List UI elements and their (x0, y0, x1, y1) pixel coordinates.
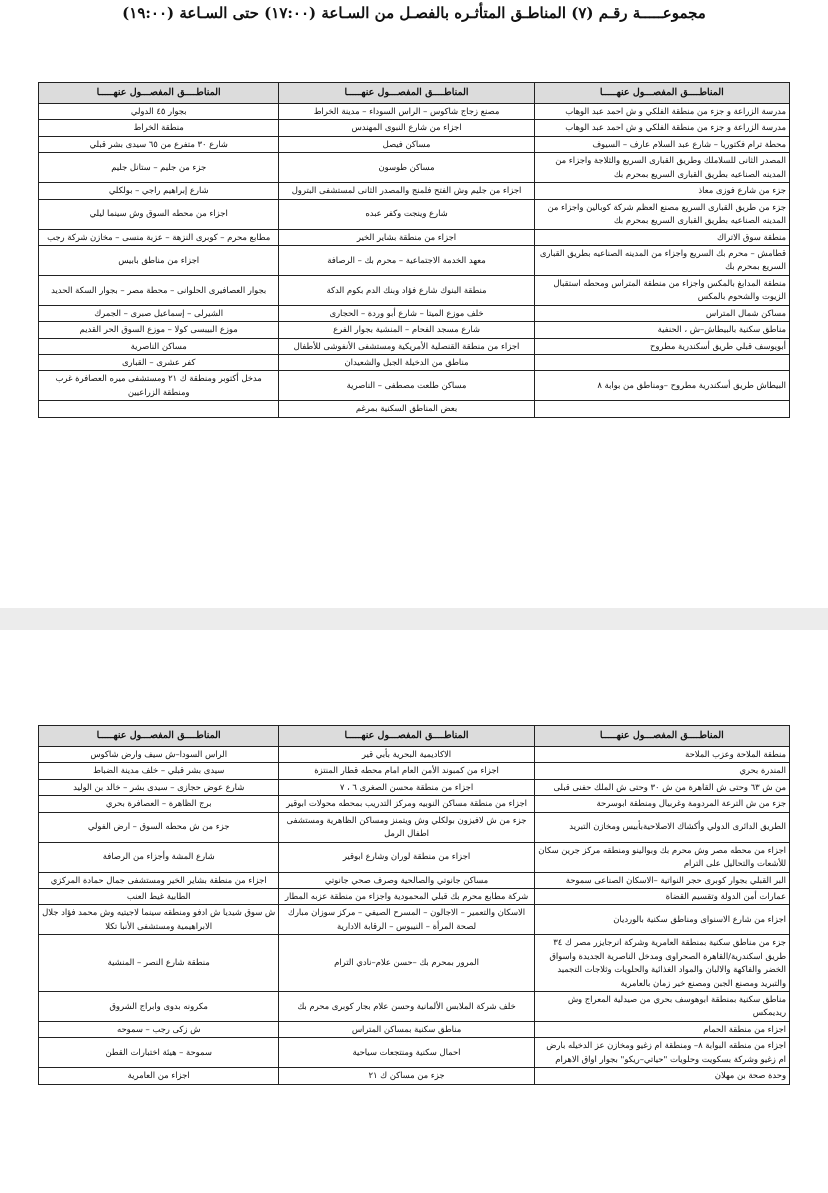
table-cell: شارع عوض حجازى – سيدى بشر – خالد بن الوليد (39, 779, 279, 795)
table-header-row (39, 726, 790, 747)
table-cell: شارع المشة وأجزاء من الرصافة (39, 842, 279, 872)
table-cell: اجزاء من منطقة بشاير الخير (279, 229, 534, 245)
table-cell: المصدر الثانى للسلاملك وطريق القبارى السريع والثلاجة واجزاء من المدينه الصناعيه بطريق القبارى السريع بمحرم بك (534, 153, 789, 183)
table-row (39, 992, 790, 1022)
table-row (39, 888, 790, 904)
table-cell: الاكاديمية البحرية بأبي قير (279, 747, 534, 763)
header-col-1: المناطــــق المفصـــول عنهـــــا (534, 83, 789, 104)
table-cell: ش زكى رجب – سموحه (39, 1021, 279, 1037)
table-cell: جزء من مساكن ك ٢١ (279, 1068, 534, 1084)
header-col-1: المناطــــق المفصـــول عنهـــــا (534, 726, 789, 747)
table-cell: الاسكان والتعمير – الاجالون – المسرح الصيفي – مركز سوزان مبارك لصحة المرأة – النيبوس – الرقابة الادارية (279, 905, 534, 935)
table-cell: اجزاء من العامرية (39, 1068, 279, 1084)
table-row (39, 355, 790, 371)
table-cell: الراس السودا–ش سيف وارض شاكوس (39, 747, 279, 763)
table-cell: وحدة صحة بن مهلان (534, 1068, 789, 1084)
table-body-1 (39, 104, 790, 418)
table-cell: اجزاء من مناطق بابيس (39, 245, 279, 275)
table-cell: منطقة المدابغ بالمكس واجزاء من منطقة المتراس ومحطه استقبال الزيوت والشحوم بالمكس (534, 275, 789, 305)
table-cell: اجزاء من منطقة القنصلية الأمريكية ومستشفى الأنفوشى للأطفال (279, 338, 534, 354)
table-cell: مساكن جانوتي والصالحية وصرف صحي جانوتي (279, 872, 534, 888)
table-row (39, 322, 790, 338)
header-col-2: المناطــــق المفصـــول عنهـــــا (279, 726, 534, 747)
table-cell: اجزاء من محطه السوق وش سينما ليلي (39, 199, 279, 229)
table-cell: ش سوق شيديا ش ادفو ومنطقه سينما لاجيتيه وش محمد فؤاد جلال الابراهيمية ومستشفى الأنبا تكلا (39, 905, 279, 935)
table-row (39, 763, 790, 779)
table-row (39, 872, 790, 888)
table-row (39, 779, 790, 795)
table-cell: مناطق سكنية بمساكن المتراس (279, 1021, 534, 1037)
table-cell: جزء من ش الترعة المردومة وغربيال ومنطقة ابوسرحة (534, 796, 789, 812)
table-cell: من ش ٦٣ وحتى ش القاهرة من ش ٣٠ وحتى ش الملك حفنى قبلى (534, 779, 789, 795)
table-cell: معهد الخدمة الاجتماعية – محرم بك – الرصافة (279, 245, 534, 275)
table-cell: مساكن فيصل (279, 136, 534, 152)
table-cell: اجزاء من شارع النبوى المهندس (279, 120, 534, 136)
table-cell: موزع البيبسى كولا – موزع السوق الحر القديم (39, 322, 279, 338)
table-row (39, 199, 790, 229)
table-cell: جزء من جليم – ستانل جليم (39, 153, 279, 183)
table-cell: بعض المناطق السكنية بمرغم (279, 401, 534, 417)
table-cell: بجوار ٤٥ الدولي (39, 104, 279, 120)
table-cell: مكرونه بدوى وابراج الشروق (39, 992, 279, 1022)
table-body-2 (39, 747, 790, 1085)
table-cell: بجوار العصافيرى الحلوانى – محطة مصر – بجوار السكة الحديد (39, 275, 279, 305)
table-cell: المندرة بحري (534, 763, 789, 779)
table-cell: عمارات أمن الدولة وتقسيم القضاة (534, 888, 789, 904)
table-cell: شارع إبراهيم راجي – بولكلي (39, 183, 279, 199)
table-row (39, 1038, 790, 1068)
table-cell: اجزاء من محطه مصر وش محرم بك وبوالينو ومنطقه مركز جرين سكان للأشعات والتحاليل على الترام (534, 842, 789, 872)
header-col-3: المناطــــق المفصـــول عنهـــــا (39, 83, 279, 104)
table-cell: مساكن الناصرية (39, 338, 279, 354)
table-cell (534, 401, 789, 417)
table-cell: محطة ترام فكتوريا – شارع عبد السلام عارف – السيوف (534, 136, 789, 152)
table-cell: اجزاء من منطقة بشاير الخير ومستشفى جمال حمادة المركزي (39, 872, 279, 888)
table-row (39, 812, 790, 842)
table-row (39, 905, 790, 935)
table-row (39, 183, 790, 199)
table-cell: مساكن طلعت مصطفى – الناصرية (279, 371, 534, 401)
table-cell: مدخل أكتوبر ومنطقة ك ٢١ ومستشفى ميره العصافرة غرب ومنطقة الزراعيين (39, 371, 279, 401)
table-cell: اجزاء من منطقة مساكن النوبيه ومركز التدريب بمحطه محولات ابوقير (279, 796, 534, 812)
header-col-3: المناطــــق المفصـــول عنهـــــا (39, 726, 279, 747)
table-row (39, 371, 790, 401)
table-row (39, 338, 790, 354)
table-cell (534, 355, 789, 371)
table-row (39, 796, 790, 812)
document-page-2 (0, 630, 828, 1193)
table-row (39, 842, 790, 872)
table-cell: أبويوسف قبلي طريق أسكندرية مطروح (534, 338, 789, 354)
page-gap (0, 608, 828, 632)
table-cell: شارع ٣٠ متفرع من ٦٥ سيدى بشر قبلي (39, 136, 279, 152)
table-cell: سيدى بشر قبلي – خلف مدينة الضباط (39, 763, 279, 779)
table-row (39, 1068, 790, 1084)
table-cell: شارع مسجد الفحام – المنشية بجوار الفرع (279, 322, 534, 338)
table-cell: منطقة سوق الاتراك (534, 229, 789, 245)
table-cell: مدرسة الزراعة و جزء من منطقة الفلكي و ش احمد عبد الوهاب (534, 104, 789, 120)
table-cell: الطريق الدائرى الدولي وأكشاك الاصلاحيةبأبيس ومخازن التبريد (534, 812, 789, 842)
table-cell: جزء من ش لافيزون بولكلي وش ويتمنز ومساكن الظاهرية ومستشفى اطفال الرمل (279, 812, 534, 842)
table-cell: جزء من طريق القبارى السريع مصنع العظم شركة كوبالين واجزاء من المدينه الصناعيه بطريق القبارى السريع بمحرم بك (534, 199, 789, 229)
table-row (39, 104, 790, 120)
table-cell: مناطق من الدخيلة الجبل والشعيدان (279, 355, 534, 371)
table-cell: اجزاء من منطقة الحمام (534, 1021, 789, 1037)
table-row (39, 136, 790, 152)
table-cell: مساكن طوسون (279, 153, 534, 183)
page-title: مجموعـــــة رقـم (٧) المناطـق المتأثـره بالفصـل من السـاعة (١٧:٠٠) حتى السـاعة (١٩:٠٠) (122, 4, 706, 22)
table-row (39, 1021, 790, 1037)
table-cell: احمال سكنية ومنتجعات سياحية (279, 1038, 534, 1068)
table-cell: اجزاء من منطقه البوابة ٨– ومنطقة ام زغيو ومخازن عز الدخيله بارض ام زغيو وشركة بسكويت وحلويات "حياتي–ريكو" بجوار اواق الاهرام (534, 1038, 789, 1068)
header-col-2: المناطــــق المفصـــول عنهـــــا (279, 83, 534, 104)
table-row (39, 245, 790, 275)
table-cell: كفر عشرى – القبارى (39, 355, 279, 371)
table-cell: الشيرلى – إسماعيل صبرى – الجمرك (39, 305, 279, 321)
table-cell (39, 401, 279, 417)
table-cell: اجزاء من منطقة لوران وشارع ابوقير (279, 842, 534, 872)
table-cell: مدرسة الزراعة و جزء من منطقة الفلكي و ش احمد عبد الوهاب (534, 120, 789, 136)
table-cell: منطقة الملاحة وعزب الملاحة (534, 747, 789, 763)
table-cell: منطقة البنوك شارع فؤاد وبنك الدم بكوم الدكة (279, 275, 534, 305)
table-row (39, 747, 790, 763)
table-cell: جزء من شارع فوزى معاذ (534, 183, 789, 199)
table-row (39, 935, 790, 992)
table-cell: الطابية غيط العنب (39, 888, 279, 904)
table-cell: اجزاء من شارع الاسنواى ومناطق سكنية بالورديان (534, 905, 789, 935)
table-header-row (39, 83, 790, 104)
table-cell: مناطق سكنية بالبيطاش–ش ، الحنفية (534, 322, 789, 338)
table-cell: منطقة شارع النصر – المنشية (39, 935, 279, 992)
table-cell: شركة مطابع محرم بك قبلي المحمودية واجزاء من منطقة عزبه المطار (279, 888, 534, 904)
table-cell: اجزاء من كمبوند الأمن العام امام محطه قطار المنتزة (279, 763, 534, 779)
table-cell: شارع وينجت وكفر عبده (279, 199, 534, 229)
areas-table-2 (38, 725, 790, 1085)
table-row (39, 305, 790, 321)
table-row (39, 153, 790, 183)
table-row (39, 401, 790, 417)
table-row (39, 120, 790, 136)
table-cell: البر القبلي بجوار كوبرى حجر النواتية –الاسكان الصناعى سموحة (534, 872, 789, 888)
table-cell: سموحة – هيئة اختبارات القطن (39, 1038, 279, 1068)
table-cell: قطامش – محرم بك السريع واجزاء من المدينه الصناعيه بطريق القبارى السريع بمحرم بك (534, 245, 789, 275)
areas-table-1 (38, 82, 790, 418)
table-cell: منطقة الخراط (39, 120, 279, 136)
table-row (39, 229, 790, 245)
document-page-1 (0, 30, 828, 610)
table-cell: اجزاء من منطقة محسن الصغرى ٦ ، ٧ (279, 779, 534, 795)
table-cell: خلف شركة الملابس الألمانية وحسن علام بجار كوبرى محرم بك (279, 992, 534, 1022)
table-cell: جزء من مناطق سكنية بمنطقة العامرية وشركة انرجايزر مصر ك ٣٤ طريق اسكندرية/القاهرة الصحراوى ومدخل الناصرية الجديدة واسواق الخضر والفاكهة والالبان والمواد الغذائية والحلويات وثلاجات التجميد والتبريد ومصنع الجبن ومصنع خير زمان بالعامرية (534, 935, 789, 992)
table-cell: مناطق سكنية بمنطقة ابوهوسف بحري من صيدلية المعراج وش ريديمكس (534, 992, 789, 1022)
table-cell: مساكن شمال المتراس (534, 305, 789, 321)
table-cell: البيطاش طريق أسكندرية مطروح –ومناطق من بوابة ٨ (534, 371, 789, 401)
table-cell: اجزاء من جليم وش الفتح فلمنج والمصدر الثانى لمستشفى البترول (279, 183, 534, 199)
table-cell: خلف موزع الميتا – شارع أبو وردة – الحجارى (279, 305, 534, 321)
table-cell: جزء من ش محطه السوق – ارض الفولي (39, 812, 279, 842)
table-cell: المرور بمحرم بك –حسن علام–نادي الترام (279, 935, 534, 992)
table-row (39, 275, 790, 305)
table-cell: برج الظاهرة – العصافرة بحري (39, 796, 279, 812)
table-cell: مطابع محرم – كوبرى النزهة – عزبة منسى – مخازن شركة رجب (39, 229, 279, 245)
table-cell: مصنع زجاج شاكوس – الراس السوداء – مدينة الخراط (279, 104, 534, 120)
